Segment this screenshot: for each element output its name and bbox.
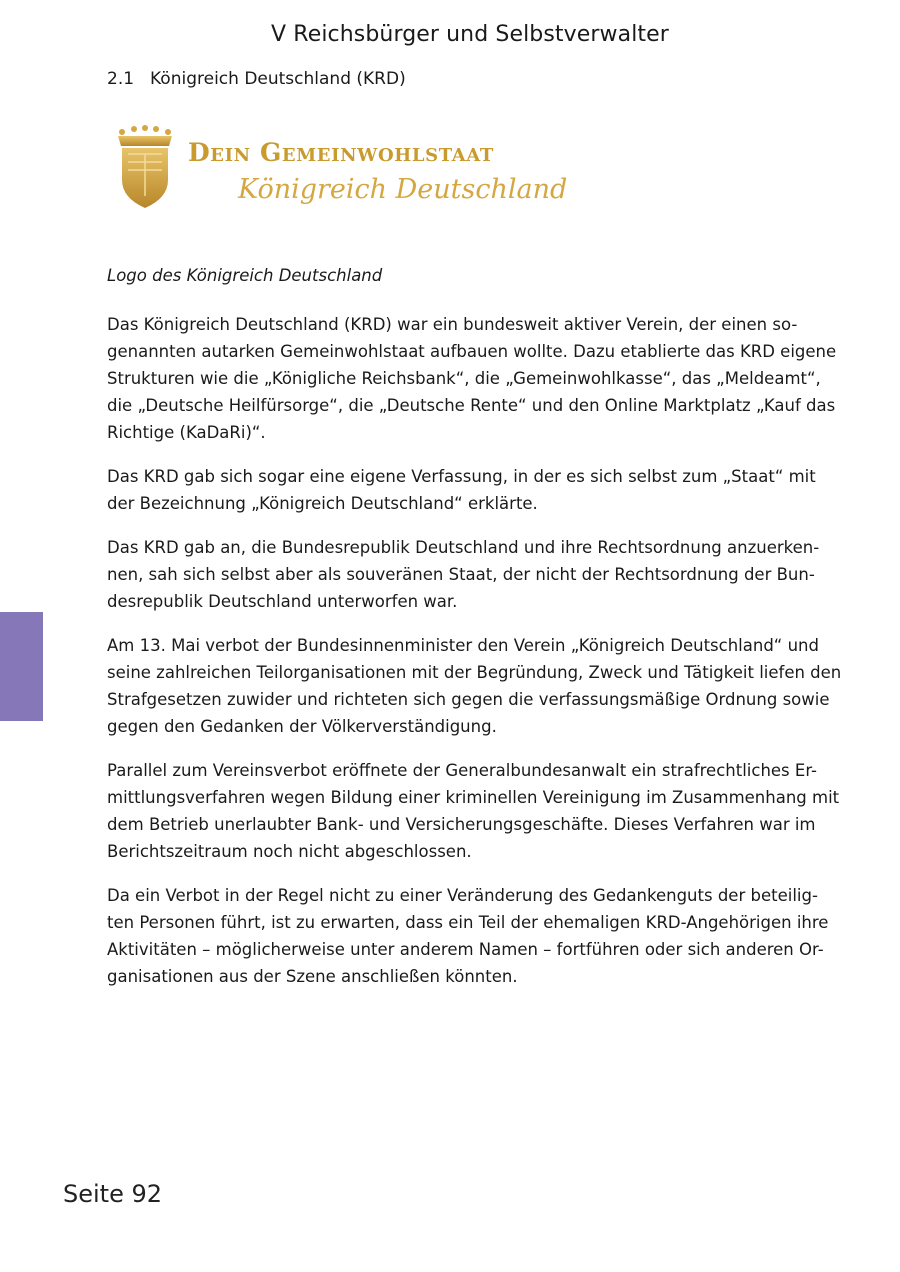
paragraph: Parallel zum Vereinsverbot eröffnete der Generalbundesanwalt ein strafrechtliches Er-mittlungsverfahren wegen Bildung einer kriminellen Vereinigung im Zusammenhang mit dem Betrieb unerlaubter Bank- und Versicherungsgeschäfte. Dieses Verfahren war im Berichtszeitraum noch nicht abgeschlossen. [107, 761, 840, 861]
paragraph: Da ein Verbot in der Regel nicht zu einer Veränderung des Gedankenguts der beteilig-ten Personen führt, ist zu erwarten, dass ein Teil der ehemaligen KRD-Angehörigen ihre Aktivitäten – möglicherweise unter anderem Namen – fortführen oder sich anderen Or-ganisationen aus der Szene anschließen könnten. [107, 886, 829, 986]
logo-line-1: Dein Gemeinwohlstaat [188, 138, 494, 167]
crown-shield-icon [112, 124, 178, 214]
section-heading [107, 69, 406, 89]
krd-logo [112, 120, 572, 220]
chapter-side-tab [0, 612, 43, 721]
paragraph: Das Königreich Deutschland (KRD) war ein bundesweit aktiver Verein, der einen so-genannten autarken Gemeinwohlstaat aufbauen wollte. Dazu etablierte das KRD eigene Strukturen wie die „Königliche Reichsbank“, die „Gemeinwohlkasse“, das „Meldeamt“, die „Deutsche Heilfürsorge“, die „Deutsche Rente“ und den Online Marktplatz „Kauf das Richtige (KaDaRi)“. [107, 315, 837, 442]
paragraph: Das KRD gab sich sogar eine eigene Verfassung, in der es sich selbst zum „Staat“ mit der Bezeichnung „Königreich Deutschland“ erklärte. [107, 467, 816, 513]
page-header-title: V Reichsbürger und Selbstverwalter [271, 22, 669, 47]
paragraph: Am 13. Mai verbot der Bundesinnenminister den Verein „Königreich Deutschland“ und seine zahlreichen Teilorganisationen mit der Begründung, Zweck und Tätigkeit liefen den Strafgesetzen zuwider und richteten sich gegen die verfassungsmäßige Ordnung sowie gegen den Gedanken der Völkerverständigung. [107, 636, 842, 736]
logo-line-2: Königreich Deutschland [238, 174, 568, 205]
section-number: 2.1 [107, 69, 135, 89]
body-text [107, 311, 842, 1007]
paragraph: Das KRD gab an, die Bundesrepublik Deutschland und ihre Rechtsordnung anzuerken-nen, sah sich selbst aber als souveränen Staat, der nicht der Rechtsordnung der Bun-desrepublik Deutschland unterworfen war. [107, 538, 820, 611]
logo-caption: Logo des Königreich Deutschland [107, 266, 383, 285]
page-number: Seite 92 [63, 1180, 163, 1208]
section-title: Königreich Deutschland (KRD) [150, 69, 406, 89]
